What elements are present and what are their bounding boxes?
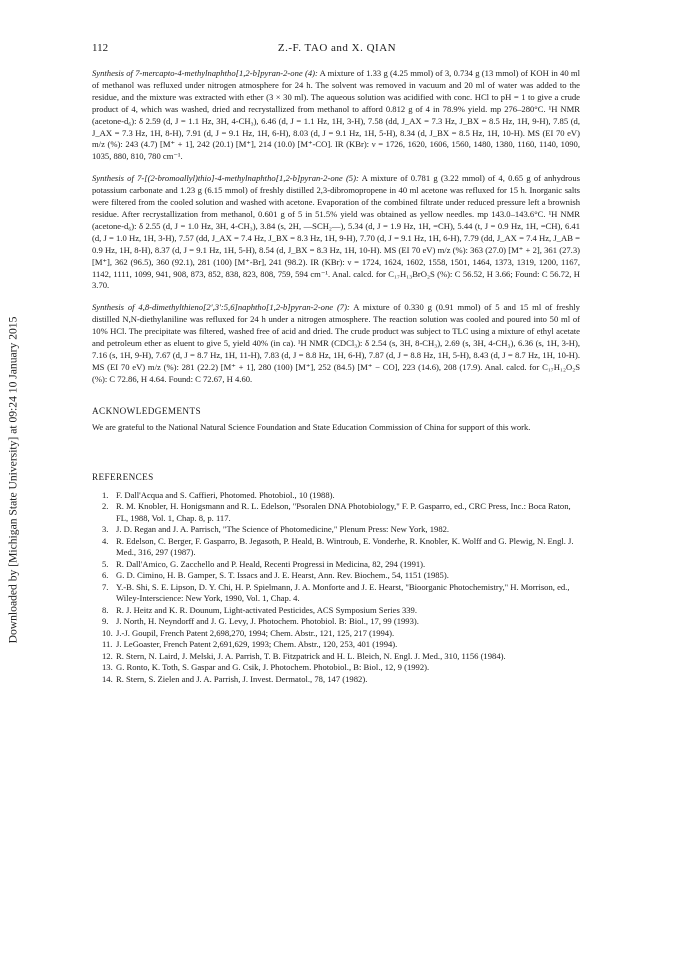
- reference-item: [92, 616, 580, 628]
- reference-number: 9.: [102, 616, 109, 627]
- synthesis-title: Synthesis of 7-[(2-bromoallyl)thio]-4-methylnaphtho[1,2-b]pyran-2-one (5):: [92, 173, 359, 184]
- download-note: Downloaded by [Michigan State University] at 09:24 10 January 2015: [6, 316, 20, 644]
- reference-item: [92, 582, 580, 605]
- reference-item: [92, 674, 580, 686]
- reference-item: [92, 662, 580, 674]
- running-authors: Z.-F. TAO and X. QIAN: [277, 42, 397, 54]
- reference-text: R. Stern, N. Laird, J. Melski, J. A. Parrish, T. B. Fitzpatrick and H. L. Bleich, N. Engl. J. Med., 310, 1156 (1984).: [116, 650, 506, 661]
- reference-item: [92, 570, 580, 582]
- reference-number: 4.: [102, 535, 109, 546]
- reference-text: F. Dall'Acqua and S. Caffieri, Photomed. Photobiol., 10 (1988).: [116, 489, 335, 500]
- synthesis-text: A mixture of 0.781 g (3.22 mmol) of 4, 0.65 g of anhydrous potassium carbonate and 1.23 g (6.15 mmol) of freshly distilled 2,3-dibromopropene in 40 ml acetone was refluxed for 15 h. Inorganic salts were filtered from the cooled solution and washed with acetone. Evaporation of the combined filtrate under reduced pressure left a brownish residue. After recrystallization from methanol, 0.601 g of 5 in 51.5% yield was obtained as yellow needles. mp 143.0–143.6°C. ¹H NMR (acetone-d₆): δ 2.55 (d, J = 1.0 Hz, 3H, 4-CH₃), 3.84 (s, 2H, —SCH₂—), 5.34 (d, J = 1.9 Hz, 1H, =CH), 5.44 (t, J = 0.9 Hz, 1H, =CH), 6.41 (d, J = 1.0 Hz, 1H, 3-H), 7.57 (dd, J_AX = 7.4 Hz, J_BX = 8.3 Hz, 1H, 9-H), 7.70 (d, J = 9.1 Hz, 1H, 6-H), 7.79 (dd, J_AX = 7.4 Hz, J_AB = 0.9 Hz, 1H, 8-H), 8.37 (d, J = 9.1 Hz, 1H, 5-H), 8.54 (d, J_BX = 8.3 Hz, 1H, 10-H). MS (EI 70 eV) m/z (%): 363 (27.0) [M⁺ + 2], 361 (27.3) [M⁺], 362 (96.5), 360 (92.1), 281 (100) [M⁺-Br], 241 (98.2). IR (KBr): ν = 1724, 1624, 1602, 1558, 1501, 1464, 1373, 1319, 1200, 1167, 1142, 1111, 1099, 941, 908, 873, 852, 838, 823, 808, 759, 594 cm⁻¹. Anal. calcd. for C₁₇H₁₃BrO₂S (%): C 56.52, H 3.66; Found: C 56.72, H 3.70.: [92, 173, 580, 291]
- reference-text: R. Dall'Amico, G. Zacchello and P. Heald, Recenti Progressi in Medicina, 82, 294 (1991).: [116, 558, 426, 569]
- reference-text: J. LeGoaster, French Patent 2,691,629, 1993; Chem. Abstr., 120, 253, 401 (1994).: [116, 639, 398, 650]
- reference-number: 3.: [102, 524, 109, 535]
- synthesis-paragraph-7: [92, 302, 580, 385]
- reference-number: 12.: [102, 650, 113, 661]
- synthesis-title: Synthesis of 4,8-dimethylthieno[2′,3′:5,6]naphtho[1,2-b]pyran-2-one (7):: [92, 302, 350, 313]
- reference-text: G. D. Cimino, H. B. Gamper, S. T. Issacs and J. E. Hearst, Ann. Rev. Biochem., 54, 1151 (1985).: [116, 570, 449, 581]
- reference-number: 8.: [102, 604, 109, 615]
- synthesis-paragraph-4: [92, 68, 580, 163]
- reference-text: G. Ronto, K. Toth, S. Gaspar and G. Csik, J. Photochem. Photobiol., B: Biol., 12, 9 (1992).: [116, 662, 430, 673]
- reference-number: 10.: [102, 627, 113, 638]
- reference-item: [92, 628, 580, 640]
- reference-number: 14.: [102, 673, 113, 684]
- reference-number: 13.: [102, 662, 113, 673]
- reference-text: Y.-B. Shi, S. E. Lipson, D. Y. Chi, H. P. Spielmann, J. A. Monforte and J. E. Hearst, "Bioorganic Photochemistry," H. Morrison, ed., Wiley-Interscience: New York, 1990, Vol. 1, Chap. 4.: [116, 581, 570, 604]
- reference-text: R. M. Knobler, H. Honigsmann and R. L. Edelson, "Psoralen DNA Photobiology," F. P. Gasparro, ed., CRC Press, Inc.: Boca Raton, FL, 1988, Vol. 1, Chap. 8, p. 117.: [116, 501, 571, 523]
- acknowledgements-text: We are grateful to the National Natural Science Foundation and State Education Commission of China for support of this work.: [92, 421, 531, 432]
- reference-number: 11.: [102, 639, 113, 650]
- references-list: [92, 490, 580, 686]
- references-heading: REFERENCES: [92, 471, 154, 482]
- reference-item: [92, 524, 580, 536]
- download-watermark: [2, 290, 24, 670]
- reference-number: 5.: [102, 558, 109, 569]
- reference-item: [92, 536, 580, 559]
- reference-text: R. Edelson, C. Berger, F. Gasparro, B. Jegasoth, P. Heald, B. Wintroub, E. Vonderhe, R. Knobler, K. Wolff and G. Plewig, N. Engl. J. Med., 316, 297 (1987).: [116, 535, 574, 558]
- reference-text: R. Stern, S. Zielen and J. A. Parrish, J. Invest. Dermatol., 78, 147 (1982).: [116, 673, 368, 684]
- reference-number: 6.: [102, 570, 109, 581]
- reference-text: R. J. Heitz and K. R. Dounum, Light-activated Pesticides, ACS Symposium Series 339.: [116, 604, 417, 615]
- reference-item: [92, 651, 580, 663]
- reference-text: J. D. Regan and J. A. Parrisch, "The Science of Photomedicine," Plenum Press: New York, 1982.: [116, 524, 450, 535]
- reference-number: 7.: [102, 581, 109, 592]
- reference-item: [92, 639, 580, 651]
- synthesis-text: A mixture of 0.330 g (0.91 mmol) of 5 and 15 ml of freshly distilled N,N-diethylaniline was refluxed for 24 h under a nitrogen atmosphere. The reaction solution was cooled and poured into 50 ml of 10% HCl. The precipitate was filtered, washed free of acid and dried. The crude product was subject to TLC using a mixture of ethyl acetate and petroleum ether as eluent to give 5, yield 40% (in ca). ¹H NMR (CDCl₃): δ 2.54 (s, 3H, 8-CH₃), 2.69 (s, 3H, 4-CH₃), 6.36 (s, 1H, 3-H), 7.16 (s, 1H, 9-H), 7.67 (d, J = 8.7 Hz, 1H, 11-H), 7.83 (d, J = 8.8 Hz, 1H, 6-H), 7.87 (d, J = 8.8 Hz, 1H, 5-H), 8.43 (d, J = 8.7 Hz, 1H, 10-H). MS (EI 70 eV) m/z (%): 281 (22.2) [M⁺ + 1], 280 (100) [M⁺], 252 (84.5) [M⁺ − CO], 223 (14.6), 208 (17.9). Anal. calcd. for C₁₇H₁₂O₂S (%): C 72.86, H 4.64. Found: C 72.67, H 4.60.: [92, 302, 580, 384]
- synthesis-title: Synthesis of 7-mercapto-4-methylnaphtho[1,2-b]pyran-2-one (4):: [92, 68, 318, 78]
- running-header: [92, 42, 582, 58]
- acknowledgements-heading: ACKNOWLEDGEMENTS: [92, 405, 201, 416]
- page-number: 112: [92, 42, 109, 54]
- reference-text: J.-J. Goupil, French Patent 2,698,270, 1994; Chem. Abstr., 121, 125, 217 (1994).: [116, 627, 395, 638]
- reference-item: [92, 490, 580, 502]
- article-body: [92, 68, 580, 685]
- reference-number: 2.: [102, 501, 109, 512]
- reference-text: J. North, H. Neyndorff and J. G. Levy, J. Photochem. Photobiol. B: Biol., 17, 99 (1993).: [116, 616, 419, 627]
- reference-item: [92, 501, 580, 524]
- reference-item: [92, 559, 580, 571]
- synthesis-text: A mixture of 1.33 g (4.25 mmol) of 3, 0.734 g (13 mmol) of KOH in 40 ml of methanol was refluxed under nitrogen atmosphere for 24 h. The solvent was removed in vacuum and 20 ml of water was added to the residue, and the mixture was extracted with ether (3 × 30 ml). The aqueous solution was acidified with conc. HCl to pH = 1 to give a crude product of 4, which was washed, dried and recrystallized from methanol to afford 0.812 g of 4 in 78.9% yield. mp 276–280°C. ¹H NMR (acetone-d₆): δ 2.59 (d, J = 1.1 Hz, 3H, 4-CH₃), 6.46 (d, J = 1.1 Hz, 1H, 3-H), 7.58 (dd, J_AX = 7.3 Hz, J_BX = 8.5 Hz, 1H, 9-H), 7.85 (d, J_AX = 7.3 Hz, 1H, 8-H), 7.91 (d, J = 9.1 Hz, 1H, 6-H), 8.03 (d, J = 9.1 Hz, 1H, 5-H), 8.34 (d, J_BX = 8.5 Hz, 1H, 10-H). MS (EI 70 eV) m/z (%): 243 (4.7) [M⁺ + 1], 242 (20.1) [M⁺], 214 (10.0) [M⁺-CO]. IR (KBr): ν = 1726, 1620, 1606, 1560, 1480, 1380, 1160, 1140, 1090, 1035, 880, 810, 780 cm⁻¹.: [92, 68, 580, 162]
- reference-item: [92, 605, 580, 617]
- synthesis-paragraph-5: [92, 173, 580, 292]
- reference-number: 1.: [102, 489, 109, 500]
